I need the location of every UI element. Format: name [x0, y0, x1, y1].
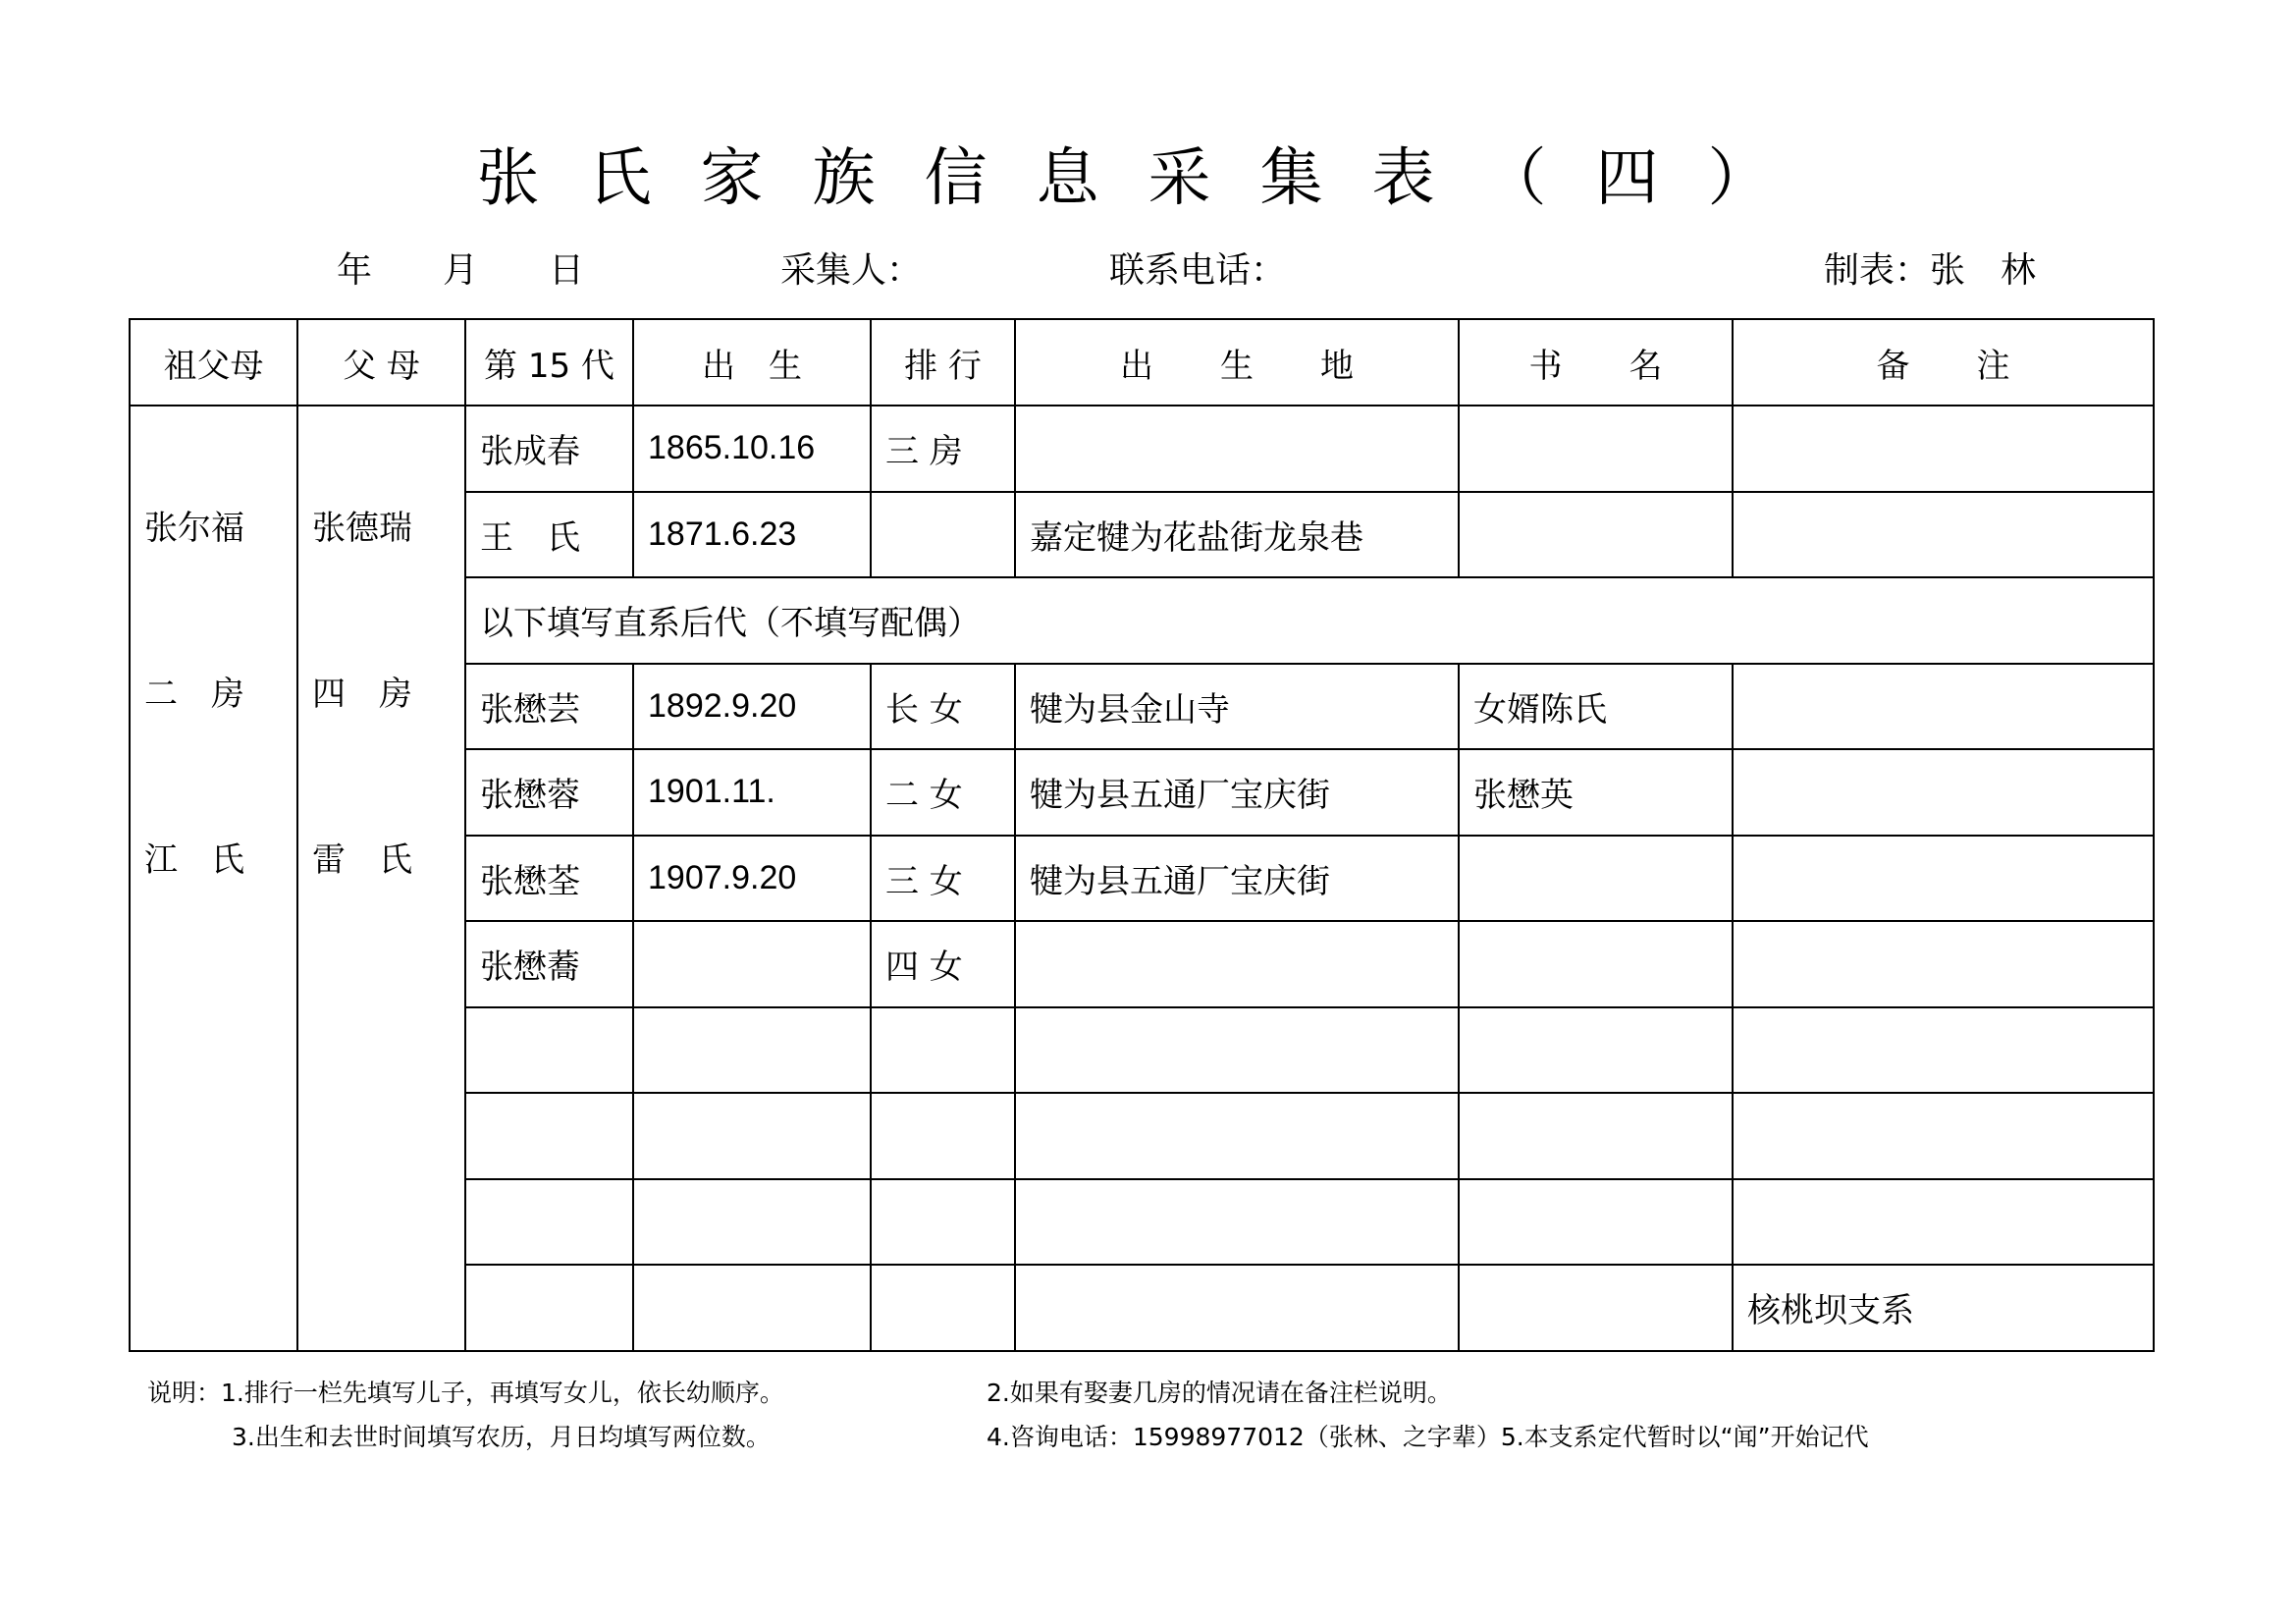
- birthplace-cell: [1015, 406, 1459, 492]
- book-name-cell: [1459, 836, 1733, 922]
- name-cell: [465, 1007, 633, 1094]
- book-name-cell: [1459, 1179, 1733, 1266]
- birth-cell: 1907.9.20: [633, 836, 871, 922]
- remark-cell: [1733, 1007, 2154, 1094]
- rank-cell: [871, 1093, 1015, 1179]
- remark-cell: [1733, 1093, 2154, 1179]
- rank-cell: [871, 1007, 1015, 1094]
- book-name-cell: [1459, 921, 1733, 1007]
- birthplace-cell: [1015, 921, 1459, 1007]
- book-name-cell: [1459, 1265, 1733, 1351]
- remark-cell: [1733, 1179, 2154, 1266]
- book-name-cell: [1459, 1093, 1733, 1179]
- parent-branch: 四 房: [312, 675, 412, 714]
- name-cell: 张成春: [465, 406, 633, 492]
- book-name-cell: 张懋英: [1459, 749, 1733, 836]
- name-cell: 张懋芸: [465, 664, 633, 750]
- birthplace-cell: [1015, 1093, 1459, 1179]
- rank-cell: [871, 492, 1015, 578]
- header-generation: 第 15 代: [465, 319, 633, 406]
- name-cell: 张懋蕎: [465, 921, 633, 1007]
- header-row: [130, 319, 2154, 406]
- rank-cell: [871, 1265, 1015, 1351]
- parent-name: 张德瑞: [312, 509, 412, 548]
- remark-cell: [1733, 406, 2154, 492]
- remark-cell: [1733, 749, 2154, 836]
- birth-cell: [633, 1093, 871, 1179]
- phone-label: 联系电话：: [1109, 250, 1287, 291]
- birth-cell: [633, 1265, 871, 1351]
- book-name-cell: [1459, 1007, 1733, 1094]
- header-parents: 父 母: [297, 319, 465, 406]
- parents-cell: [297, 406, 465, 1351]
- rank-cell: 二 女: [871, 749, 1015, 836]
- birthplace-cell: 犍为县五通厂宝庆街: [1015, 836, 1459, 922]
- name-cell: 张懋荃: [465, 836, 633, 922]
- birth-cell: [633, 921, 871, 1007]
- name-cell: 张懋蓉: [465, 749, 633, 836]
- header-remark: 备 注: [1733, 319, 2154, 406]
- family-info-table: [129, 318, 2155, 1352]
- descendants-note: 以下填写直系后代（不填写配偶）: [465, 577, 2154, 664]
- header-birthplace: 出 生 地: [1015, 319, 1459, 406]
- grandparent-name: 张尔福: [144, 509, 244, 548]
- birthplace-cell: 犍为县五通厂宝庆街: [1015, 749, 1459, 836]
- grandparents-cell: [130, 406, 297, 1351]
- name-cell: 王 氏: [465, 492, 633, 578]
- note-2: 2.如果有娶妻几房的情况请在备注栏说明。: [987, 1379, 1452, 1407]
- grandparent-spouse: 江 氏: [144, 840, 244, 880]
- rank-cell: 三 女: [871, 836, 1015, 922]
- maker-label: 制表：张 林: [1824, 250, 2037, 291]
- birthplace-cell: 犍为县金山寺: [1015, 664, 1459, 750]
- header-book-name: 书 名: [1459, 319, 1733, 406]
- birth-cell: [633, 1007, 871, 1094]
- book-name-cell: [1459, 492, 1733, 578]
- birth-cell: 1865.10.16: [633, 406, 871, 492]
- header-grandparents: 祖父母: [130, 319, 297, 406]
- rank-cell: 长 女: [871, 664, 1015, 750]
- header-birth: 出 生: [633, 319, 871, 406]
- remark-cell: [1733, 492, 2154, 578]
- parent-spouse: 雷 氏: [312, 840, 412, 880]
- birthplace-cell: [1015, 1265, 1459, 1351]
- rank-cell: 三 房: [871, 406, 1015, 492]
- header-rank: 排 行: [871, 319, 1015, 406]
- book-name-cell: [1459, 406, 1733, 492]
- date-label: 年 月 日: [337, 250, 585, 291]
- table-row: [130, 406, 2154, 492]
- birth-cell: 1871.6.23: [633, 492, 871, 578]
- branch-remark-cell: 核桃坝支系: [1733, 1265, 2154, 1351]
- name-cell: [465, 1179, 633, 1266]
- name-cell: [465, 1093, 633, 1179]
- birthplace-cell: [1015, 1179, 1459, 1266]
- birthplace-cell: 嘉定犍为花盐街龙泉巷: [1015, 492, 1459, 578]
- book-name-cell: 女婿陈氏: [1459, 664, 1733, 750]
- note-4: 4.咨询电话：15998977012（张林、之字辈）5.本支系定代暂时以“闻”开始记代: [987, 1423, 1869, 1451]
- collector-label: 采集人：: [780, 250, 923, 291]
- rank-cell: 四 女: [871, 921, 1015, 1007]
- remark-cell: [1733, 921, 2154, 1007]
- remark-cell: [1733, 664, 2154, 750]
- remark-cell: [1733, 836, 2154, 922]
- birth-cell: [633, 1179, 871, 1266]
- birth-cell: 1892.9.20: [633, 664, 871, 750]
- rank-cell: [871, 1179, 1015, 1266]
- page-title: 张氏家族信息采集表（四）: [476, 142, 1820, 215]
- birth-cell: 1901.11.: [633, 749, 871, 836]
- birthplace-cell: [1015, 1007, 1459, 1094]
- note-3: 3.出生和去世时间填写农历，月日均填写两位数。: [232, 1423, 771, 1451]
- grandparent-branch: 二 房: [144, 675, 244, 714]
- note-1: 说明：1.排行一栏先填写儿子，再填写女儿，依长幼顺序。: [147, 1379, 784, 1407]
- name-cell: [465, 1265, 633, 1351]
